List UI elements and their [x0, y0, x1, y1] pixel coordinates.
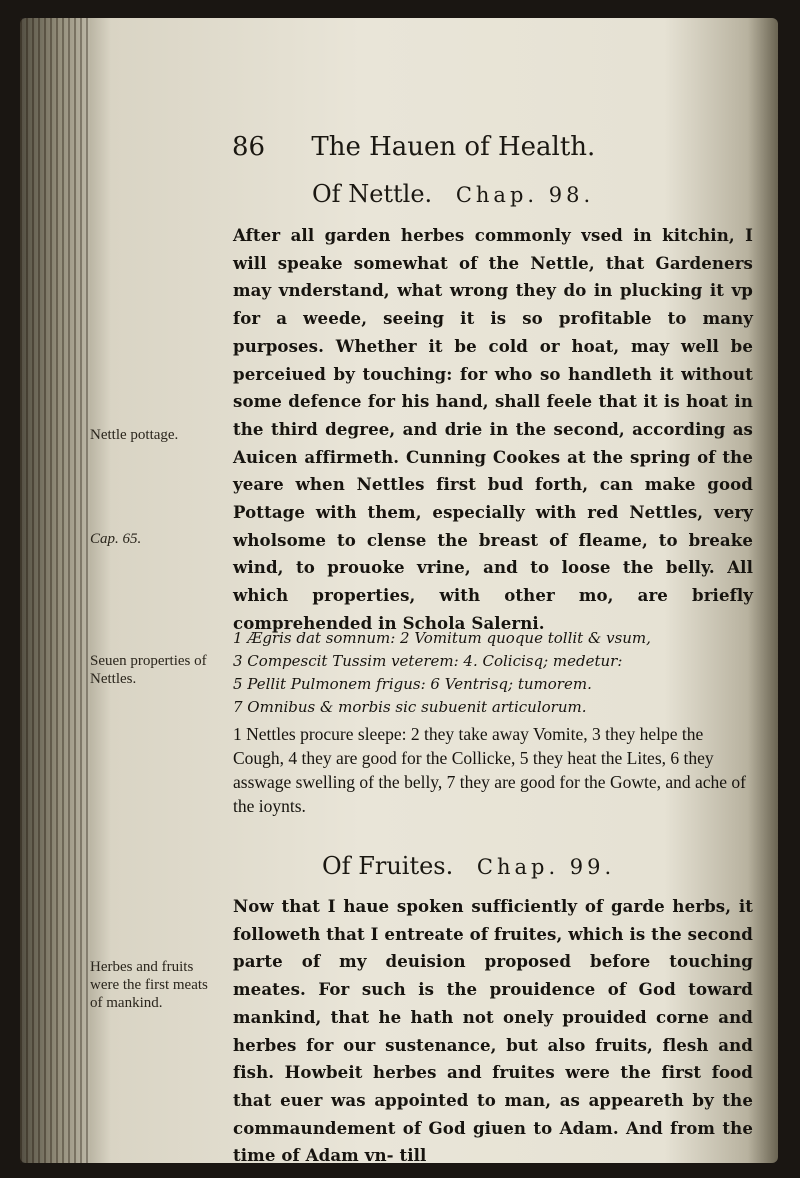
paragraph-fruites: Now that I haue spoken sufficiently of garde herbs, it followeth that I entreate of fruites, which is the second parte of my deuision proposed before touching meates. For such is the prouidence of God toward mankind, that he hath not onely prouided corne and herbes for our sustenance, but also fruits, flesh and fish. Howbeit herbes and fruites were the first food that euer was appointed to man, as appeareth by the commaundement of God giuen to Adam. And from the time of Adam vn- till	[233, 896, 753, 1166]
paragraph-properties: 1 Nettles procure sleepe: 2 they take away Vomite, 3 they helpe the Cough, 4 they are good for the Collicke, 5 they heat the Lites, 6 they asswage swelling of the belly, 7 they are good for the Gowte, and ache of the ioynts.	[233, 724, 747, 816]
chapter-number: Chap. 99.	[476, 855, 616, 879]
latin-line: 5 Pellit Pulmonem frigus: 6 Ventrisq; tumorem.	[233, 675, 592, 693]
running-title: The Hauen of Health.	[311, 132, 596, 162]
margin-note: Cap. 65.	[90, 531, 142, 547]
running-header	[232, 132, 752, 162]
chapter-heading-nettle	[312, 180, 594, 208]
latin-line: 3 Compescit Tussim veterem: 4. Colicisq; medetur:	[233, 652, 623, 670]
margin-note: Herbes and fruits were the first meats of mankind.	[90, 959, 208, 1011]
latin-line: 1 Ægris dat somnum: 2 Vomitum quoque tollit & vsum,	[233, 629, 651, 647]
chapter-title: Of Nettle.	[312, 180, 433, 208]
chapter-title: Of Fruites.	[322, 852, 454, 880]
latin-verses	[233, 627, 753, 719]
margin-note: Seuen properties of Nettles.	[90, 653, 207, 687]
chapter-number: Chap. 98.	[455, 183, 595, 207]
page-number: 86	[232, 132, 266, 162]
book-binding	[20, 18, 90, 1163]
latin-line: 7 Omnibus & morbis sic subuenit articulorum.	[233, 698, 587, 716]
margin-note: Nettle pottage.	[90, 427, 179, 443]
chapter-heading-fruites	[322, 852, 615, 880]
paragraph-nettle: After all garden herbes commonly vsed in kitchin, I will speake somewhat of the Nettle, that Gardeners may vnderstand, what wrong they do in plucking it vp for a weede, seeing it is so profitable to many purposes. Whether it be cold or hoat, may well be perceiued by touching: for who so handleth it without some defence for his hand, shall feele that it is hoat in the third degree, and drie in the second, according as Auicen affirmeth. Cunning Cookes at the spring of the yeare when Nettles first bud forth, can make good Pottage with them, especially with red Nettles, very wholsome to clense the breast of fleame, to breake wind, to prouoke vrine, and to loose the belly. All which properties, with other mo, are briefly comprehended in Schola Salerni.	[233, 225, 753, 633]
